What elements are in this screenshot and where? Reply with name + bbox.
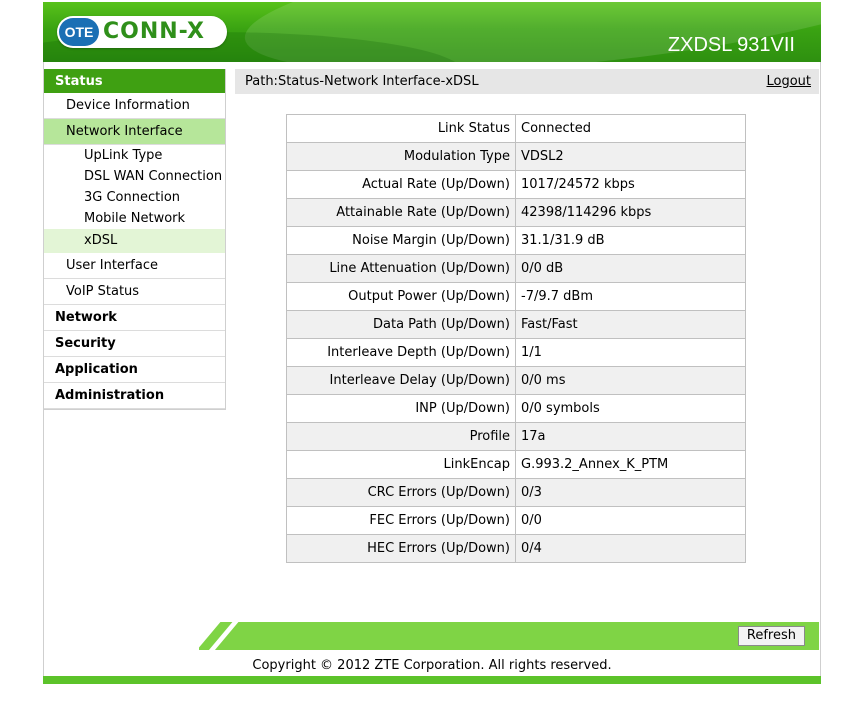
table-row <box>287 507 746 535</box>
row-value: 0/0 dB <box>516 255 746 283</box>
table-row <box>287 395 746 423</box>
row-label: FEC Errors (Up/Down) <box>287 507 516 535</box>
row-label: CRC Errors (Up/Down) <box>287 479 516 507</box>
sidebar-subitem-uplink-type[interactable]: UpLink Type <box>84 148 163 163</box>
bottom-bar <box>43 676 821 684</box>
table-row <box>287 143 746 171</box>
row-value: VDSL2 <box>516 143 746 171</box>
device-model: ZXDSL 931VII <box>667 34 795 56</box>
table-row <box>287 227 746 255</box>
row-label: Link Status <box>287 115 516 143</box>
brand-logo <box>57 16 227 48</box>
row-label: Output Power (Up/Down) <box>287 283 516 311</box>
row-value: 17a <box>516 423 746 451</box>
page-frame <box>43 2 821 683</box>
breadcrumb-bar <box>235 69 819 94</box>
refresh-button[interactable]: Refresh <box>738 626 805 646</box>
table-row <box>287 451 746 479</box>
row-label: Attainable Rate (Up/Down) <box>287 199 516 227</box>
row-value: 0/4 <box>516 535 746 563</box>
table-row <box>287 367 746 395</box>
sidebar-nav <box>44 69 226 410</box>
row-label: Profile <box>287 423 516 451</box>
table-row <box>287 115 746 143</box>
table-row <box>287 311 746 339</box>
table-row <box>287 255 746 283</box>
xdsl-status-table <box>286 114 746 563</box>
sidebar-item-voip-status[interactable]: VoIP Status <box>44 279 225 305</box>
sidebar-section-network[interactable]: Network <box>44 305 225 331</box>
header-banner <box>43 2 821 62</box>
sidebar-subitem-xdsl[interactable]: xDSL <box>44 229 225 253</box>
row-label: Noise Margin (Up/Down) <box>287 227 516 255</box>
copyright-text: Copyright © 2012 ZTE Corporation. All rights reserved. <box>252 658 612 673</box>
sidebar-section-application[interactable]: Application <box>44 357 225 383</box>
row-value: 1017/24572 kbps <box>516 171 746 199</box>
sidebar-item-network-interface[interactable]: Network Interface <box>44 119 225 145</box>
row-value: Connected <box>516 115 746 143</box>
table-row <box>287 423 746 451</box>
logo-badge: OTE <box>59 18 99 46</box>
row-value: 31.1/31.9 dB <box>516 227 746 255</box>
row-label: LinkEncap <box>287 451 516 479</box>
footer-bar <box>199 622 819 650</box>
sidebar-subitem-3g-connection[interactable]: 3G Connection <box>84 190 181 205</box>
sidebar-section-administration[interactable]: Administration <box>44 383 225 409</box>
sidebar-item-device-information[interactable]: Device Information <box>44 93 225 119</box>
table-row <box>287 199 746 227</box>
table-row <box>287 339 746 367</box>
row-label: Actual Rate (Up/Down) <box>287 171 516 199</box>
row-label: Interleave Depth (Up/Down) <box>287 339 516 367</box>
table-row <box>287 479 746 507</box>
frame-border-right <box>820 62 821 683</box>
row-value: -7/9.7 dBm <box>516 283 746 311</box>
row-label: Modulation Type <box>287 143 516 171</box>
row-value: 0/3 <box>516 479 746 507</box>
sidebar-subitem-mobile-network[interactable]: Mobile Network <box>84 211 186 226</box>
breadcrumb: Path:Status-Network Interface-xDSL <box>245 74 479 89</box>
logo-text: CONN-X <box>103 19 205 44</box>
row-value: 0/0 ms <box>516 367 746 395</box>
row-value: Fast/Fast <box>516 311 746 339</box>
row-value: 0/0 <box>516 507 746 535</box>
row-value: 0/0 symbols <box>516 395 746 423</box>
row-label: Interleave Delay (Up/Down) <box>287 367 516 395</box>
row-value: 42398/114296 kbps <box>516 199 746 227</box>
table-row <box>287 535 746 563</box>
table-row <box>287 171 746 199</box>
table-row <box>287 283 746 311</box>
row-value: G.993.2_Annex_K_PTM <box>516 451 746 479</box>
sidebar-section-security[interactable]: Security <box>44 331 225 357</box>
row-value: 1/1 <box>516 339 746 367</box>
row-label: Line Attenuation (Up/Down) <box>287 255 516 283</box>
sidebar-section-status[interactable]: Status <box>44 69 225 93</box>
sidebar-item-user-interface[interactable]: User Interface <box>44 253 225 279</box>
row-label: HEC Errors (Up/Down) <box>287 535 516 563</box>
row-label: Data Path (Up/Down) <box>287 311 516 339</box>
sidebar-subitem-dsl-wan-connection[interactable]: DSL WAN Connection <box>84 169 223 184</box>
row-label: INP (Up/Down) <box>287 395 516 423</box>
logout-link[interactable]: Logout <box>766 74 811 89</box>
